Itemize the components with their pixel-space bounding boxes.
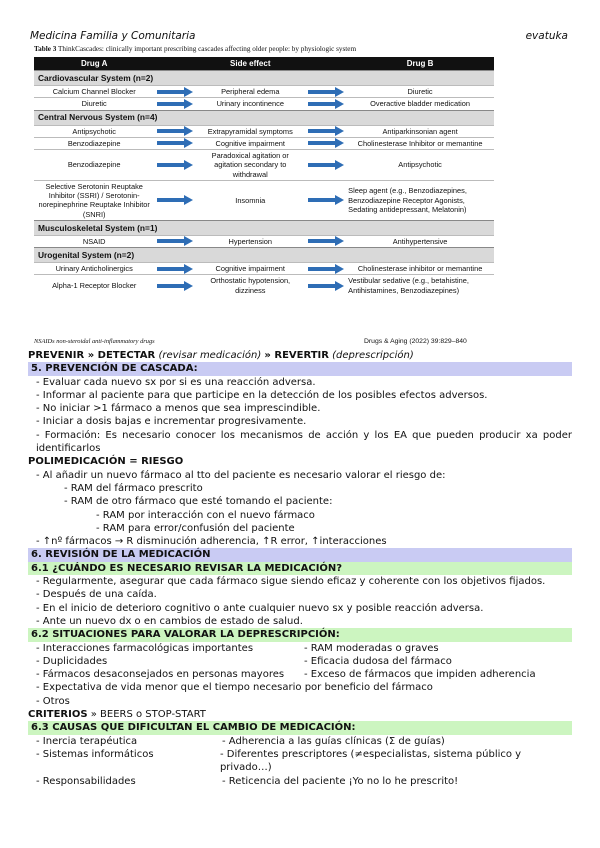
list-item: - Adherencia a las guías clínicas (Σ de guías) bbox=[222, 735, 445, 747]
arrow-right-icon bbox=[308, 138, 344, 148]
drug-a-cell: Benzodiazepine bbox=[34, 150, 154, 181]
polimedicacion-title: POLIMEDICACIÓN = RIESGO bbox=[28, 456, 184, 468]
list-item: - Responsabilidades bbox=[36, 775, 136, 787]
arrow-cell bbox=[154, 275, 195, 296]
table-row bbox=[34, 137, 494, 149]
side-effect-cell: Paradoxical agitation or agitation secondary to withdrawal bbox=[195, 150, 305, 181]
drug-b-cell: Vestibular sedative (e.g., betahistine, Antihistamines, Benzodiazepines) bbox=[346, 275, 494, 296]
arrow-right-icon bbox=[308, 99, 344, 109]
list-item: - Duplicidades bbox=[36, 655, 108, 667]
arrow-right-icon bbox=[157, 236, 193, 246]
drug-b-cell: Cholinesterase Inhibitor or memantine bbox=[346, 137, 494, 149]
section-title: Central Nervous System (n=4) bbox=[34, 110, 494, 125]
list-item: - ↑nº fármacos → R disminución adherencia, ↑R error, ↑interacciones bbox=[36, 536, 387, 548]
arrow-right-icon bbox=[157, 99, 193, 109]
list-row bbox=[28, 735, 572, 748]
arrow-cell bbox=[305, 98, 346, 110]
arrow-right-icon bbox=[308, 281, 344, 291]
section-title: Cardiovascular System (n=2) bbox=[34, 71, 494, 86]
side-effect-cell: Urinary incontinence bbox=[195, 98, 305, 110]
drug-a-cell: Alpha-1 Receptor Blocker bbox=[34, 275, 154, 296]
drug-a-cell: Selective Serotonin Reuptake Inhibitor (SSRI) / Serotonin-norepinephrine Reuptake Inhibitor (SNRI) bbox=[34, 180, 154, 220]
drug-a-cell: Diuretic bbox=[34, 98, 154, 110]
arrow-cell bbox=[305, 86, 346, 98]
list-item: - Diferentes prescriptores (≠especialistas, sistema público y privado…) bbox=[219, 748, 522, 774]
arrow-cell bbox=[154, 86, 195, 98]
list-item: - En el inicio de deterioro cognitivo o ante cualquier nuevo sx y posible reacción adversa. bbox=[36, 602, 484, 614]
arrow-right-icon bbox=[157, 126, 193, 136]
table-row bbox=[34, 180, 494, 220]
arrow-right-icon bbox=[308, 236, 344, 246]
list-item: - Eficacia dudosa del fármaco bbox=[304, 655, 452, 667]
arrow-cell bbox=[305, 150, 346, 181]
list-item: - Después de una caída. bbox=[36, 589, 157, 601]
drug-b-cell: Antipsychotic bbox=[346, 150, 494, 181]
list-item: - Inercia terapéutica bbox=[36, 735, 138, 747]
table-row bbox=[34, 98, 494, 110]
arrow-cell bbox=[305, 235, 346, 247]
drug-a-cell: NSAID bbox=[34, 235, 154, 247]
list-item: - Al añadir un nuevo fármaco al tto del paciente es necesario valorar el riesgo de: bbox=[36, 469, 446, 481]
arrow-cell bbox=[305, 263, 346, 275]
list-item: - Ante un nuevo dx o en cambios de estado de salud. bbox=[36, 615, 303, 627]
list-item: - Iniciar a dosis bajas e incrementar progresivamente. bbox=[36, 416, 307, 428]
drug-a-cell: Antipsychotic bbox=[34, 125, 154, 137]
list-item: - RAM de otro fármaco que esté tomando el paciente: bbox=[64, 496, 333, 508]
list-row bbox=[28, 642, 572, 655]
list-item: - Fármacos desaconsejados en personas mayores bbox=[36, 669, 285, 681]
section-title: Musculoskeletal System (n=1) bbox=[34, 220, 494, 235]
list-item: - RAM por interacción con el nuevo fármaco bbox=[96, 509, 315, 521]
list-item: - Reticencia del paciente ¡Yo no lo he prescrito! bbox=[222, 775, 459, 787]
header-side-effect: Side effect bbox=[195, 57, 305, 71]
list-item: - RAM para error/confusión del paciente bbox=[96, 522, 295, 534]
arrow-cell bbox=[154, 235, 195, 247]
table-caption bbox=[34, 45, 356, 53]
arrow-right-icon bbox=[157, 160, 193, 170]
list-item: - Informar al paciente para que participe en la detección de los posibles efectos adversos. bbox=[36, 389, 488, 401]
arrow-right-icon bbox=[157, 264, 193, 274]
arrow-cell bbox=[305, 180, 346, 220]
table-body bbox=[34, 71, 494, 296]
drug-b-cell: Overactive bladder medication bbox=[346, 98, 494, 110]
arrow-cell bbox=[154, 263, 195, 275]
drug-a-cell: Benzodiazepine bbox=[34, 137, 154, 149]
section-title: Urogenital System (n=2) bbox=[34, 248, 494, 263]
notes-body bbox=[28, 349, 572, 788]
arrow-cell bbox=[305, 125, 346, 137]
header-drug-b: Drug B bbox=[346, 57, 494, 71]
prevenir-line: PREVENIR » DETECTAR (revisar medicación) » REVERTIR (deprescripción) bbox=[28, 350, 414, 361]
side-effect-cell: Extrapyramidal symptoms bbox=[195, 125, 305, 137]
arrow-right-icon bbox=[157, 87, 193, 97]
table-header-row bbox=[34, 57, 494, 71]
arrow-cell bbox=[305, 275, 346, 296]
arrow-cell bbox=[154, 150, 195, 181]
section-6-2-title: 6.2 SITUACIONES PARA VALORAR LA DEPRESCRIPCIÓN: bbox=[28, 628, 572, 641]
section-row bbox=[34, 110, 494, 125]
section-5-title: 5. PREVENCIÓN DE CASCADA: bbox=[28, 362, 572, 375]
section-6-1-title: 6.1 ¿CUÁNDO ES NECESARIO REVISAR LA MEDICACIÓN? bbox=[28, 562, 572, 575]
table-row bbox=[34, 263, 494, 275]
list-row bbox=[28, 668, 572, 681]
side-effect-cell: Cognitive impairment bbox=[195, 137, 305, 149]
section-row bbox=[34, 248, 494, 263]
arrow-cell bbox=[305, 137, 346, 149]
list-item: - Regularmente, asegurar que cada fármaco sigue siendo eficaz y coherente con los objetivos fijados. bbox=[36, 576, 546, 588]
drug-b-cell: Diuretic bbox=[346, 86, 494, 98]
arrow-cell bbox=[154, 98, 195, 110]
arrow-cell bbox=[154, 137, 195, 149]
arrow-cell bbox=[154, 180, 195, 220]
list-item: - RAM del fármaco prescrito bbox=[64, 482, 203, 494]
list-item: - Formación: Es necesario conocer los mecanismos de acción y los EA que pueden producir xa poder identificarlos bbox=[36, 429, 572, 455]
drug-b-cell: Sleep agent (e.g., Benzodiazepines, Benzodiazepine Receptor Agonists, Sedating antidepressant, Melatonin) bbox=[346, 180, 494, 220]
side-effect-cell: Peripheral edema bbox=[195, 86, 305, 98]
section-6-3-title: 6.3 CAUSAS QUE DIFICULTAN EL CAMBIO DE MEDICACIÓN: bbox=[28, 721, 572, 734]
list-item: - Expectativa de vida menor que el tiempo necesario por beneficio del fármaco bbox=[36, 682, 433, 694]
side-effect-cell: Insomnia bbox=[195, 180, 305, 220]
table-row bbox=[34, 235, 494, 247]
table-footnote: NSAIDs non-steroidal anti-inflammatory drugs bbox=[34, 338, 155, 345]
arrow-right-icon bbox=[157, 195, 193, 205]
side-effect-cell: Cognitive impairment bbox=[195, 263, 305, 275]
drug-b-cell: Cholinesterase inhibitor or memantine bbox=[346, 263, 494, 275]
list-item: - Interacciones farmacológicas importantes bbox=[36, 642, 254, 654]
table-caption-text: ThinkCascades: clinically important prescribing cascades affecting older people: by physiologic system bbox=[57, 45, 357, 53]
table-row bbox=[34, 125, 494, 137]
section-row bbox=[34, 220, 494, 235]
arrow-right-icon bbox=[157, 138, 193, 148]
list-item: - No iniciar >1 fármaco a menos que sea imprescindible. bbox=[36, 403, 321, 415]
arrow-right-icon bbox=[308, 160, 344, 170]
list-row bbox=[28, 655, 572, 668]
list-item: - Sistemas informáticos bbox=[36, 748, 154, 760]
table-row bbox=[34, 150, 494, 181]
side-effect-cell: Hypertension bbox=[195, 235, 305, 247]
section-row bbox=[34, 71, 494, 86]
arrow-right-icon bbox=[157, 281, 193, 291]
table-source: Drugs & Aging (2022) 39:829–840 bbox=[364, 338, 467, 345]
list-item: - Evaluar cada nuevo sx por si es una reacción adversa. bbox=[36, 376, 316, 388]
header-author: evatuka bbox=[525, 30, 568, 42]
table-row bbox=[34, 86, 494, 98]
drug-a-cell: Urinary Anticholinergics bbox=[34, 263, 154, 275]
side-effect-cell: Orthostatic hypotension, dizziness bbox=[195, 275, 305, 296]
section-6-title: 6. REVISIÓN DE LA MEDICACIÓN bbox=[28, 548, 572, 561]
prescribing-cascades-table bbox=[34, 57, 494, 296]
table-row bbox=[34, 275, 494, 296]
arrow-cell bbox=[154, 125, 195, 137]
list-item: - Otros bbox=[36, 695, 70, 707]
drug-a-cell: Calcium Channel Blocker bbox=[34, 86, 154, 98]
arrow-right-icon bbox=[308, 87, 344, 97]
criterios-line: CRITERIOS » BEERS o STOP-START bbox=[28, 709, 206, 721]
list-item: - Exceso de fármacos que impiden adherencia bbox=[304, 669, 536, 681]
drug-b-cell: Antiparkinsonian agent bbox=[346, 125, 494, 137]
arrow-right-icon bbox=[308, 126, 344, 136]
arrow-right-icon bbox=[308, 195, 344, 205]
header-drug-a: Drug A bbox=[34, 57, 154, 71]
arrow-right-icon bbox=[308, 264, 344, 274]
drug-b-cell: Antihypertensive bbox=[346, 235, 494, 247]
list-row bbox=[28, 748, 572, 775]
list-item: - RAM moderadas o graves bbox=[304, 642, 439, 654]
table-caption-number: Table 3 bbox=[34, 45, 57, 53]
list-row bbox=[28, 775, 572, 788]
header-subject: Medicina Familia y Comunitaria bbox=[30, 30, 196, 42]
